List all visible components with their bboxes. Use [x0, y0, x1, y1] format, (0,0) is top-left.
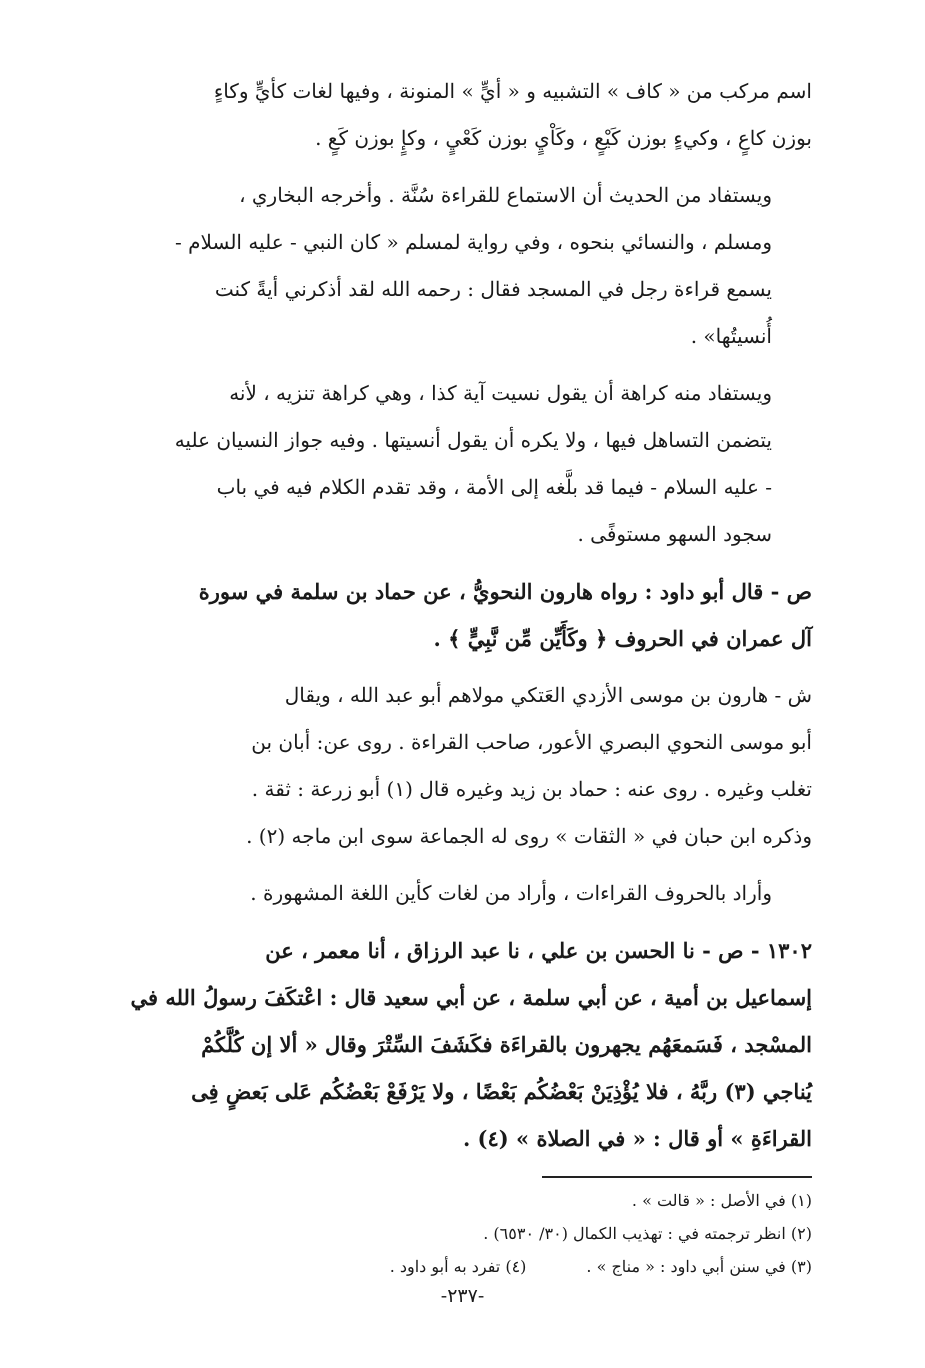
text-line: إسماعيل بن أمية ، عن أبي سلمة ، عن أبي سعيد قال : اعْتكَفَ رسولُ الله في	[130, 985, 812, 1010]
text-line: أُنسيتُها» .	[690, 324, 772, 348]
paragraph-karaha	[112, 370, 812, 558]
paragraph-arad-bilhuruf	[112, 870, 812, 917]
text-line: وذكره ابن حبان في « الثقات » روى له الجماعة سوى ابن ماجه (٢) .	[246, 824, 812, 848]
footnote-row-3-4	[112, 1250, 812, 1283]
text-line: القراءَةِ » أو قال : « في الصلاة » (٤) .	[462, 1126, 812, 1151]
text-line: اسم مركب من « كاف » التشبيه و « أيٍّ » المنونة ، وفيها لغات كأيٍّ وكاءٍ	[213, 79, 812, 103]
text-line: ويستفاد منه كراهة أن يقول نسيت آية كذا ، وهي كراهة تنزيه ، لأنه	[229, 381, 772, 405]
text-line: يتضمن التساهل فيها ، ولا يكره أن يقول أنسيتها . وفيه جواز النسيان عليه	[174, 428, 772, 452]
footnote-4: (٤) تفرد به أبو داود .	[389, 1257, 527, 1276]
footnote-separator	[542, 1176, 812, 1178]
paragraph-istifada-sunna	[112, 172, 812, 360]
text-line: آل عمران في الحروف ﴿ وكَأَيِّن مِّن نَّبِيٍّ ﴾ .	[433, 626, 812, 651]
page-number: -٢٣٧-	[440, 1285, 485, 1307]
text-line: ص - قال أبو داود : رواه هارون النحويُّ ، عن حماد بن سلمة في سورة	[198, 579, 812, 604]
paragraph-kaayyin-lughat	[112, 68, 812, 162]
text-line: ش - هارون بن موسى الأزدي العَتكي مولاهم أبو عبد الله ، ويقال	[284, 683, 812, 707]
text-line: أبو موسى النحوي البصري الأعور، صاحب القراءة . روى عن: أبان بن	[251, 730, 812, 754]
text-line: المسْجد ، فَسَمعَهُم يجهرون بالقراءَة فكَشَفَ السِّتْرَ وقال « ألا إن كُلَّكُمْ	[201, 1032, 812, 1057]
text-line: يُناجي (٣) ربَّهُ ، فلا يُؤْذِيَنْ بَعْضُكُم بَعْضًا ، ولا يَرْفَعْ بَعْضُكُم عَلى بَعضٍ فِى	[191, 1079, 812, 1104]
paragraph-sad-abu-dawud	[112, 568, 812, 662]
text-line: ١٣٠٢ - ص - نا الحسن بن علي ، نا عبد الرزاق ، أنا معمر ، عن	[265, 938, 812, 963]
text-line: وأراد بالحروف القراءات ، وأراد من لغات كأين اللغة المشهورة .	[250, 881, 772, 905]
paragraph-shin-harun	[112, 672, 812, 860]
text-line: يسمع قراءة رجل في المسجد فقال : رحمه الله لقد أذكرني أيةً كنت	[214, 277, 772, 301]
text-line: بوزن كاعٍ ، وكيءٍ بوزن كَيْعٍ ، وكَاْيٍ بوزن كَعْيٍ ، وكإٍ بوزن كَعٍ .	[315, 126, 812, 150]
text-line: سجود السهو مستوفًى .	[577, 522, 772, 546]
footnotes	[112, 1184, 812, 1283]
footnote-2: (٢) انظر ترجمته في : تهذيب الكمال (٣٠/ ٦٥٣٠) .	[483, 1224, 812, 1243]
text-line: تغلب وغيره . روى عنه : حماد بن زيد وغيره قال (١) أبو زرعة : ثقة .	[251, 777, 812, 801]
text-line: - عليه السلام - فيما قد بلَّغه إلى الأمة ، وقد تقدم الكلام فيه في باب	[216, 475, 772, 499]
footnote-1: (١) في الأصل : « قالت » .	[631, 1191, 812, 1210]
page-body	[112, 68, 812, 1283]
text-line: ويستفاد من الحديث أن الاستماع للقراءة سُنَّة . وأخرجه البخاري ،	[239, 183, 772, 207]
footnote-3: (٣) في سنن أبي داود : « مناج » .	[586, 1257, 812, 1276]
paragraph-hadith-1302	[112, 927, 812, 1162]
text-line: ومسلم ، والنسائي بنحوه ، وفي رواية لمسلم « كان النبي - عليه السلام -	[175, 230, 772, 254]
